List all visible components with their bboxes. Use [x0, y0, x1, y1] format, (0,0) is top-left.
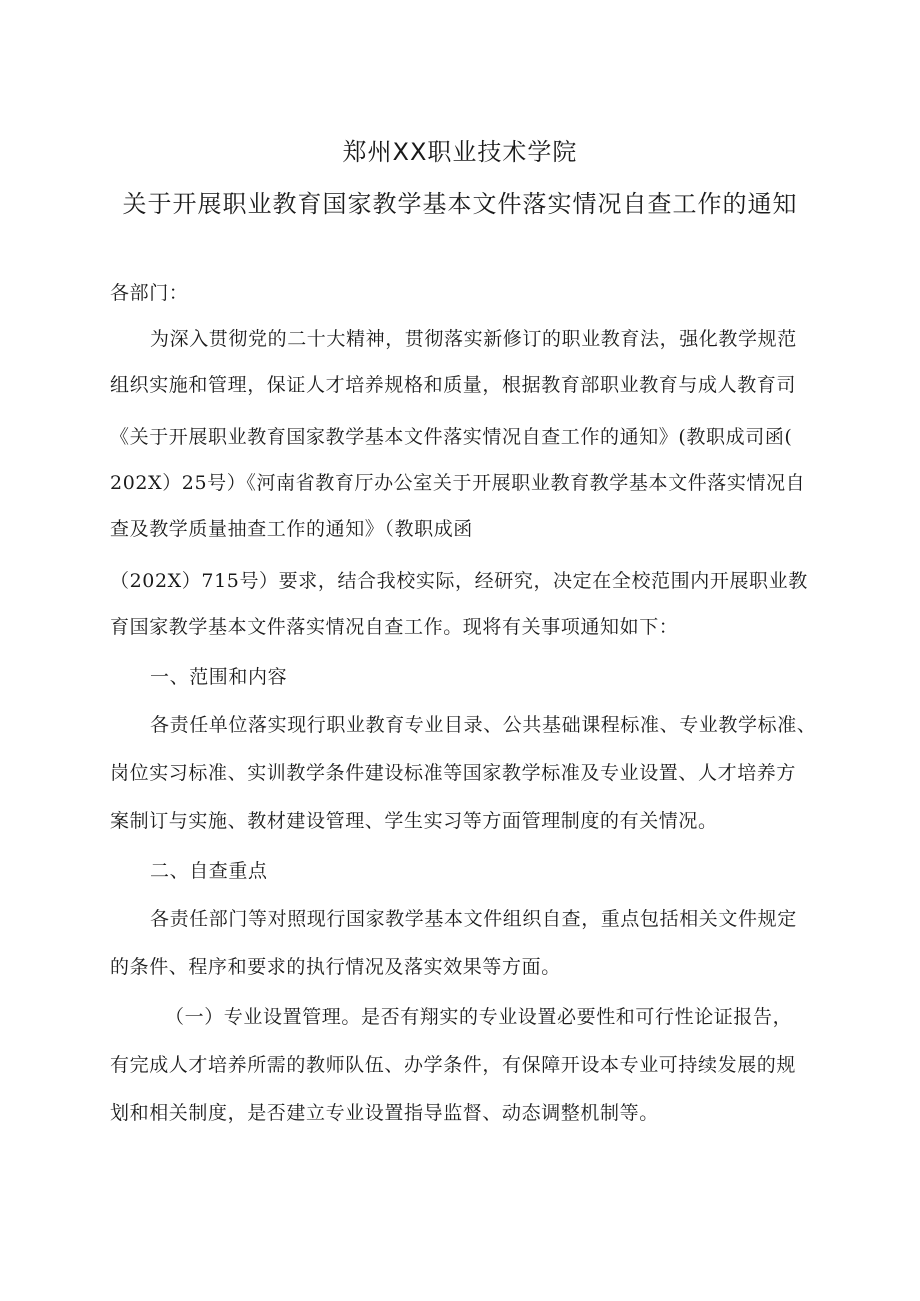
body-line: 为深入贯彻党的二十大精神，贯彻落实新修订的职业教育法，强化教学规范: [150, 328, 797, 350]
body-line: 各责任部门等对照现行国家教学基本文件组织自查，重点包括相关文件规定: [150, 908, 797, 930]
body-line: 各责任单位落实现行职业教育专业目录、公共基础课程标准、专业教学标准、: [150, 714, 817, 736]
body-line: 202X）25号）《河南省教育厅办公室关于开展职业教育教学基本文件落实情况自: [110, 472, 806, 494]
body-line: 组织实施和管理，保证人才培养规格和质量，根据教育部职业教育与成人教育司: [110, 374, 797, 396]
salutation: 各部门：: [110, 282, 189, 304]
section-heading: 二、自查重点: [150, 860, 268, 882]
body-line: 岗位实习标准、实训教学条件建设标准等国家教学标准及专业设置、人才培养方: [110, 762, 797, 784]
document-title-school: 郑州XX职业技术学院: [342, 138, 578, 166]
body-line: 查及教学质量抽查工作的通知》（教职成函: [110, 518, 473, 540]
subsection-line: （一）专业设置管理。是否有翔实的专业设置必要性和可行性论证报告，: [165, 1006, 793, 1028]
body-line: 《关于开展职业教育国家教学基本文件落实情况自查工作的通知》(教职成司函(: [110, 426, 793, 448]
body-line: 划和相关制度，是否建立专业设置指导监督、动态调整机制等。: [110, 1102, 659, 1124]
document-title-notice: 关于开展职业教育国家教学基本文件落实情况自查工作的通知: [122, 190, 798, 218]
body-line: 案制订与实施、教材建设管理、学生实习等方面管理制度的有关情况。: [110, 810, 718, 832]
body-line: 的条件、程序和要求的执行情况及落实效果等方面。: [110, 956, 561, 978]
section-heading: 一、范围和内容: [150, 666, 288, 688]
body-line: 有完成人才培养所需的教师队伍、办学条件，有保障开设本专业可持续发展的规: [110, 1054, 797, 1076]
body-line: 育国家教学基本文件落实情况自查工作。现将有关事项通知如下：: [110, 616, 679, 638]
body-line: （202X）715号）要求，结合我校实际，经研究，决定在全校范围内开展职业教: [110, 570, 808, 592]
